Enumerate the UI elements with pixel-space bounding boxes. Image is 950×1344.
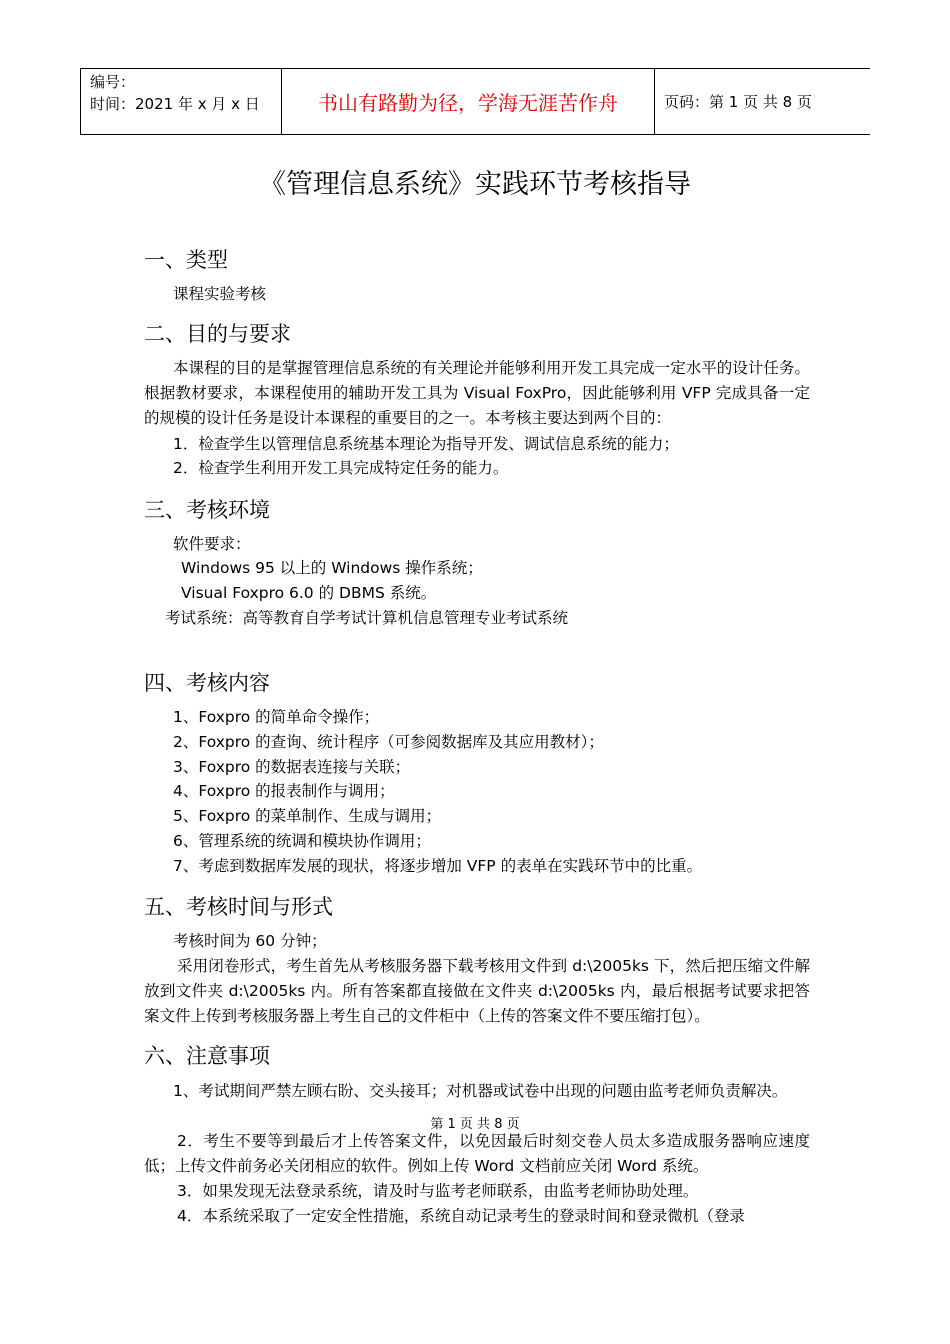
content-item: 4、Foxpro 的报表制作与调用； bbox=[173, 782, 395, 800]
section-heading-environment: 三、考核环境 bbox=[144, 498, 270, 522]
section-heading-notes: 六、注意事项 bbox=[144, 1044, 270, 1068]
section-heading-type: 一、类型 bbox=[144, 248, 228, 272]
purpose-item-2: 2．检查学生利用开发工具完成特定任务的能力。 bbox=[173, 459, 509, 477]
note-item-4: 4．本系统采取了一定安全性措施，系统自动记录考生的登录时间和登录微机（登录 bbox=[177, 1207, 745, 1225]
section-heading-purpose: 二、目的与要求 bbox=[144, 322, 291, 346]
type-text: 课程实验考核 bbox=[173, 285, 267, 303]
time-label: 时间：2021 年 x 月 x 日 bbox=[90, 95, 260, 113]
content-item: 3、Foxpro 的数据表连接与关联； bbox=[173, 758, 411, 776]
section-heading-time-format: 五、考核时间与形式 bbox=[144, 895, 333, 919]
purpose-paragraph: 本课程的目的是掌握管理信息系统的有关理论并能够利用开发工具完成一定水平的设计任务。根据教材要求，本课程使用的辅助开发工具为 Visual FoxPro，因此能够利用 VFP 完成具备一定的规模的设计任务是设计本课程的重要目的之一。本考核主要达到两个目的： bbox=[144, 359, 810, 427]
document-title: 《管理信息系统》实践环节考核指导 bbox=[259, 169, 691, 200]
header-page-info: 页码：第 1 页 共 8 页 bbox=[664, 93, 812, 111]
page-footer: 第 1 页 共 8 页 bbox=[430, 1117, 520, 1132]
exam-system: 考试系统：高等教育自学考试计算机信息管理专业考试系统 bbox=[165, 609, 569, 627]
exam-format-paragraph: 采用闭卷形式，考生首先从考核服务器下载考核用文件到 d:\2005ks 下，然后把压缩文件解放到文件夹 d:\2005ks 内。所有答案都直接做在文件夹 d:\2005ks 内，最后根据考试要求把答案文件上传到考核服务器上考生自己的文件柜中（上传的答案文件不要压缩打包）。 bbox=[144, 957, 810, 1025]
exam-duration: 考核时间为 60 分钟； bbox=[173, 932, 327, 950]
note-item-2: 2．考生不要等到最后才上传答案文件，以免因最后时刻交卷人员太多造成服务器响应速度低；上传文件前务必关闭相应的软件。例如上传 Word 文档前应关闭 Word 系统。 bbox=[144, 1132, 810, 1175]
purpose-item-1: 1．检查学生以管理信息系统基本理论为指导开发、调试信息系统的能力； bbox=[173, 435, 679, 453]
dbms-requirement: Visual Foxpro 6.0 的 DBMS 系统。 bbox=[181, 584, 437, 602]
content-item: 2、Foxpro 的查询、统计程序（可参阅数据库及其应用教材）； bbox=[173, 733, 604, 751]
content-item: 6、管理系统的统调和模块协作调用； bbox=[173, 832, 431, 850]
note-item-1: 1、考试期间严禁左顾右盼、交头接耳；对机器或试卷中出现的问题由监考老师负责解决。 bbox=[173, 1082, 788, 1100]
header-meta bbox=[81, 69, 282, 134]
number-label: 编号： bbox=[90, 73, 136, 91]
note-item-3: 3．如果发现无法登录系统，请及时与监考老师联系，由监考老师协助处理。 bbox=[177, 1182, 699, 1200]
content-item: 7、考虑到数据库发展的现状，将逐步增加 VFP 的表单在实践环节中的比重。 bbox=[173, 857, 703, 875]
os-requirement: Windows 95 以上的 Windows 操作系统； bbox=[181, 559, 483, 577]
page-header bbox=[80, 68, 870, 135]
header-motto: 书山有路勤为径，学海无涯苦作舟 bbox=[282, 69, 655, 134]
section-heading-content: 四、考核内容 bbox=[144, 671, 270, 695]
software-label: 软件要求： bbox=[173, 535, 251, 553]
content-item: 1、Foxpro 的简单命令操作； bbox=[173, 708, 380, 726]
content-item: 5、Foxpro 的菜单制作、生成与调用； bbox=[173, 807, 442, 825]
